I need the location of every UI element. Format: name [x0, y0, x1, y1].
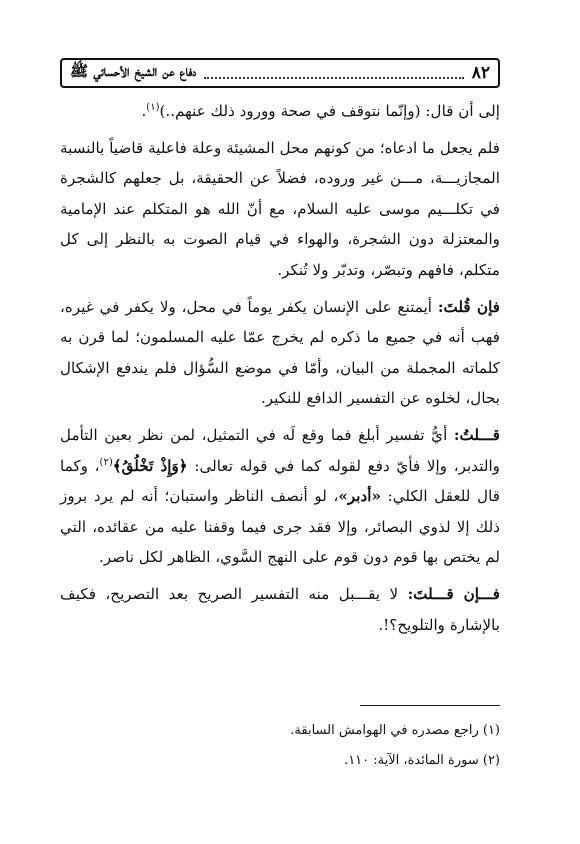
paragraph	[60, 420, 500, 573]
footnote: (٢) سورة المائدة، الآية: ١١٠.	[344, 753, 500, 768]
answer-lead: قـــلتُ:	[453, 425, 500, 444]
footnote-ref: (١)	[146, 101, 160, 113]
page-number: ٨٢	[471, 63, 490, 83]
paragraph: فلم يجعل ما ادعاه؛ من كونهم محل المشيئة وعلة فاعلية قاضياً بالنسبة المجازيـــة، مـــن غير وروده، فضلاً عن الحقيقة، بل جعلهم كالشجرة في تكلـــيم موسى عليه السلام، مع أنّ الله هو المتكلم عند الإمامية والمعتزلة دون الشجرة، والهواء في قيام الصوت به بالنظر إلى كل متكلم، فافهم وتبصّر، وتدبّر ولا تُنكر.	[60, 138, 500, 279]
running-title: دفاع عن الشيخ الأحسائي ﷺ	[70, 62, 197, 80]
paragraph: إلى أن قال: (وإنّما نتوقف في صحة وورود ذلك عنهم..)$^{(١)}$.	[141, 101, 500, 120]
footnote: (١) راجع مصدره في الهوامش السابقة.	[290, 723, 500, 738]
header-dot-leader	[204, 67, 464, 79]
footnote-ref: (٢)	[99, 456, 113, 468]
paragraph-text: لا يقـــبل منه التفسير الصريح بعد التصريح، فكيف بالإشارة والتلويح؟!.	[60, 584, 500, 634]
footnotes	[60, 716, 500, 776]
paragraph-text: أيمتنع على الإنسان يكفر يوماً في محل، ولا يكفر في غيره، فهب أنه في جميع ما ذكره لم يخرج عمّا عليه المسلمون؛ لما قرن به كلماته المجملة من البيان، وأمّا في موضع السُّؤال فلم يندفع الإشكال بحال، لخلوه عن التفسير الدافع للنكير.	[60, 297, 500, 408]
paragraph-text: ، لو أنصف الناظر واستبان؛ أنه لم يرد بروز ذلك إلا لذوي البصائر، وإلا فقد جرى فيما وقفنا عليه من عقائده، التي لم يختص بها قوم دون قوم على النهج السَّوي، الظاهر لكل ناصر.	[60, 487, 500, 567]
main-text	[60, 96, 500, 640]
paragraph	[60, 292, 500, 414]
quran-quote: ﴿وَإِذْ تَخْلُقُ﴾	[112, 456, 188, 475]
page-header	[60, 58, 500, 88]
objection-lead: فإن قُلتَ:	[437, 297, 500, 316]
paragraph-text: أيُّ تفسير أبلغ فما وقع لَه في التمثيل، لمن نظر بعين التأمل والتدبر، وإلا فأيّ دفع لقوله كما في قوله تعالى:	[60, 425, 500, 475]
footnote-separator	[360, 705, 500, 706]
objection-lead: فـــإن قـــلتَ:	[407, 584, 501, 603]
paragraph-text: إلى أن قال: (وإنّما نتوقف في صحة وورود ذلك عنهم..)	[159, 102, 500, 120]
paragraph-text: ، وكما قال للعقل الكلي:	[60, 456, 500, 506]
paragraph	[60, 579, 500, 640]
hadith-quote: «أدبر»	[338, 487, 381, 506]
